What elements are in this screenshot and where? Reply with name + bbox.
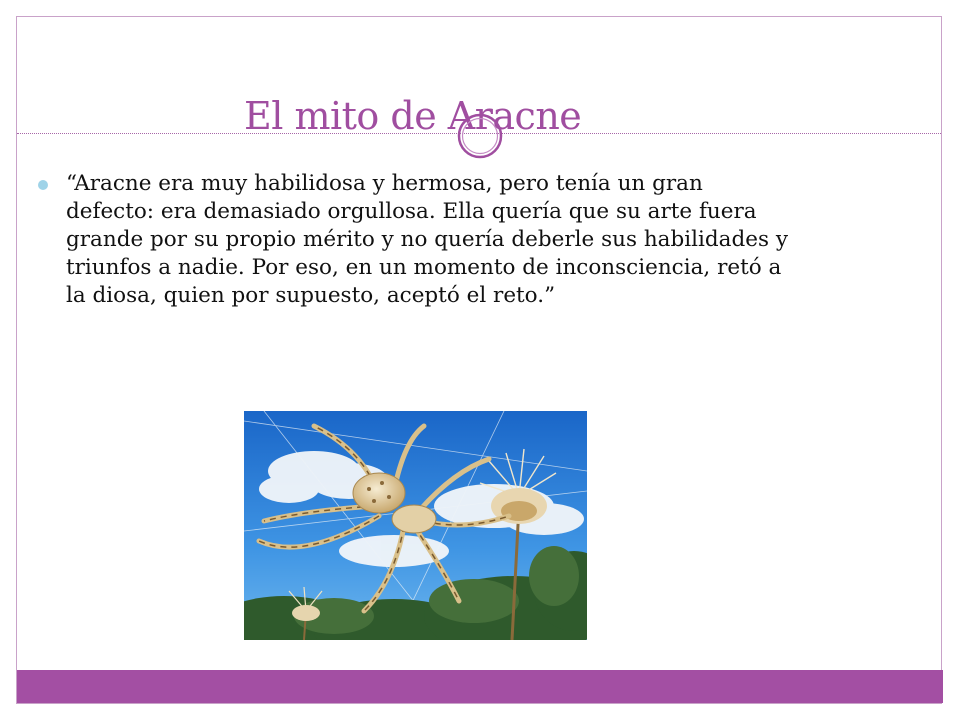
- body-list: [36, 170, 796, 310]
- footer-accent-bar: [17, 670, 943, 703]
- slide-title: El mito de Aracne: [244, 94, 582, 138]
- body-text: “Aracne era muy habilidosa y hermosa, pero tenía un gran defecto: era demasiado orgullosa. Ella quería que su arte fuera grande por su propio mérito y no quería deberle sus habilidades y triunfos a nadie. Por eso, en un momento de inconsciencia, retó a la diosa, quien por supuesto, aceptó el reto.”: [66, 171, 788, 308]
- spider-photo: [244, 411, 587, 640]
- bullet-icon: [38, 180, 48, 190]
- body-paragraph: [36, 170, 796, 310]
- circle-ornament-icon: [455, 111, 505, 161]
